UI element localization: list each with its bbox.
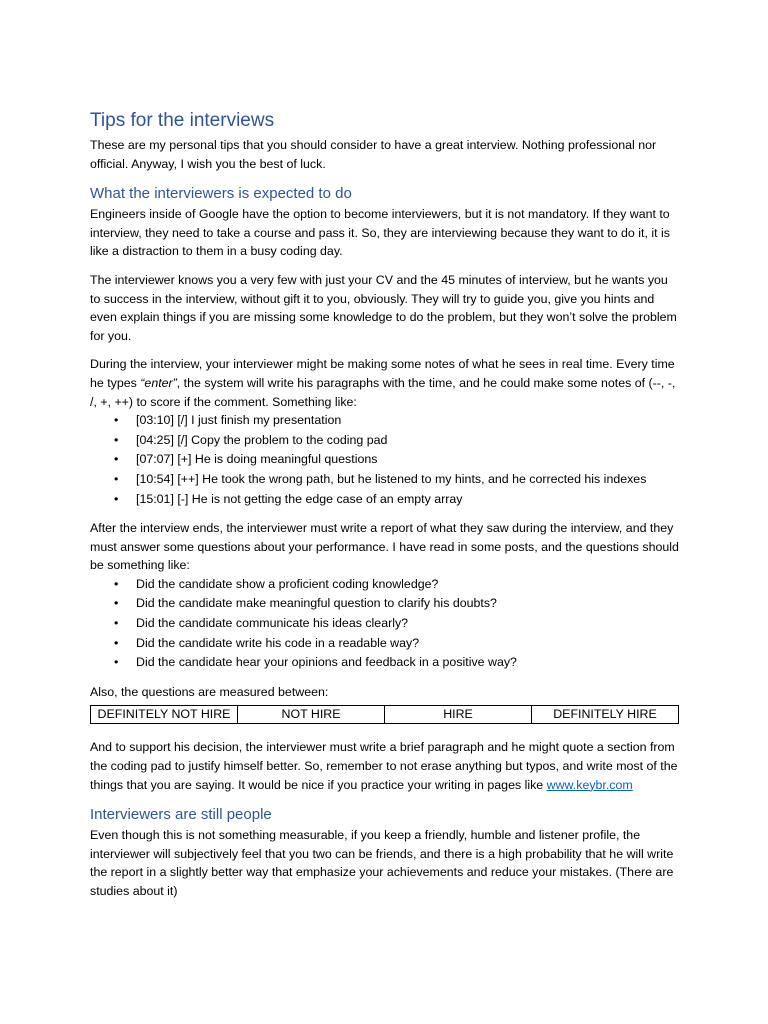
list-item — [90, 653, 680, 673]
paragraph-friendly: Even though this is not something measurable, if you keep a friendly, humble and listener profile, the interviewer will subjectively feel that you two can be friends, and there is a high probability that he will write the report in a slightly better way that emphasize your achievements and reduce your mistakes. (There are studies about it) — [90, 828, 674, 898]
bullet-icon: • — [114, 635, 119, 650]
list-item-text: Did the candidate communicate his ideas clearly? — [136, 616, 409, 631]
table-cell: DEFINITELY NOT HIRE — [91, 706, 238, 724]
list-item — [90, 575, 680, 595]
paragraph-guidance: The interviewer knows you a very few with just your CV and the 45 minutes of interview, but he wants you to success in the interview, without gift it to you, obviously. They will try to guide you, give you hints and even explain things if you are missing some knowledge to do the problem, but they won’t solve the problem for you. — [90, 272, 677, 343]
keybr-link[interactable]: www.keybr.com — [546, 777, 633, 792]
paragraph-notes-part-2: , the system will write his paragraphs with the time, and he could make some notes of (--, -, /, +, ++) to score if the comment. Something like: — [90, 375, 676, 409]
section-heading-interviewer-expectations: What the interviewers is expected to do — [90, 185, 352, 203]
bullet-icon: • — [114, 452, 119, 467]
list-item — [90, 634, 680, 654]
list-item — [90, 594, 680, 614]
section-heading-still-people: Interviewers are still people — [90, 806, 272, 824]
list-item — [90, 411, 680, 431]
paragraph-decision-text: And to support his decision, the interviewer must write a brief paragraph and he might quote a section from the coding pad to justify himself better. So, remember to not erase anything but typos, and write most of the things that you are saying. It would be nice if you practice your writing in pages like — [90, 740, 678, 792]
list-item — [90, 450, 680, 470]
paragraph-notes-part-1: During the interview, your interviewer might be making some notes of what he sees in real time. Every time he types — [90, 357, 675, 390]
paragraph-decision — [90, 738, 680, 794]
paragraph-report: After the interview ends, the interviewer must write a report of what they saw during the interview, and they must answer some questions about your performance. I have read in some posts, and the questions should be something like: — [90, 521, 679, 573]
list-item-text: [04:25] [/] Copy the problem to the coding pad — [136, 432, 388, 447]
document-page — [90, 108, 680, 901]
list-item-text: [10:54] [++] He took the wrong path, but he listened to my hints, and he corrected his indexes — [136, 471, 647, 486]
table-cell: NOT HIRE — [238, 706, 385, 724]
list-item — [90, 431, 680, 451]
list-item — [90, 614, 680, 634]
bullet-icon: • — [114, 413, 119, 428]
paragraph-notes — [90, 355, 680, 411]
list-item-text: Did the candidate hear your opinions and feedback in a positive way? — [136, 655, 517, 670]
bullet-icon: • — [114, 576, 119, 591]
bullet-icon: • — [114, 432, 119, 447]
enter-keyword: “enter” — [140, 375, 177, 390]
list-item — [90, 470, 680, 490]
bullet-icon: • — [114, 471, 119, 486]
bullet-icon: • — [114, 655, 119, 670]
document-title: Tips for the interviews — [90, 110, 275, 131]
list-item-text: Did the candidate write his code in a readable way? — [136, 635, 420, 650]
list-item-text: Did the candidate show a proficient coding knowledge? — [136, 576, 439, 591]
table-cell: HIRE — [385, 706, 532, 724]
bullet-icon: • — [114, 616, 119, 631]
bullet-icon: • — [114, 491, 119, 506]
questions-list — [90, 575, 680, 673]
paragraph-measured: Also, the questions are measured between: — [90, 684, 329, 699]
hire-scale-table — [90, 705, 679, 724]
intro-paragraph: These are my personal tips that you should consider to have a great interview. Nothing professional nor official. Anyway, I wish you the best of luck. — [90, 138, 657, 171]
notes-list — [90, 411, 680, 509]
bullet-icon: • — [114, 596, 119, 611]
list-item — [90, 490, 680, 510]
list-item-text: [07:07] [+] He is doing meaningful questions — [136, 452, 378, 467]
list-item-text: [03:10] [/] I just finish my presentation — [136, 413, 342, 428]
list-item-text: [15:01] [-] He is not getting the edge case of an empty array — [136, 491, 463, 506]
table-row — [91, 706, 679, 724]
list-item-text: Did the candidate make meaningful question to clarify his doubts? — [136, 596, 497, 611]
table-cell: DEFINITELY HIRE — [532, 706, 679, 724]
paragraph-mandatory: Engineers inside of Google have the option to become interviewers, but it is not mandatory. If they want to interview, they need to take a course and pass it. So, they are interviewing because they want to do it, it is like a distraction to them in a busy coding day. — [90, 207, 670, 259]
